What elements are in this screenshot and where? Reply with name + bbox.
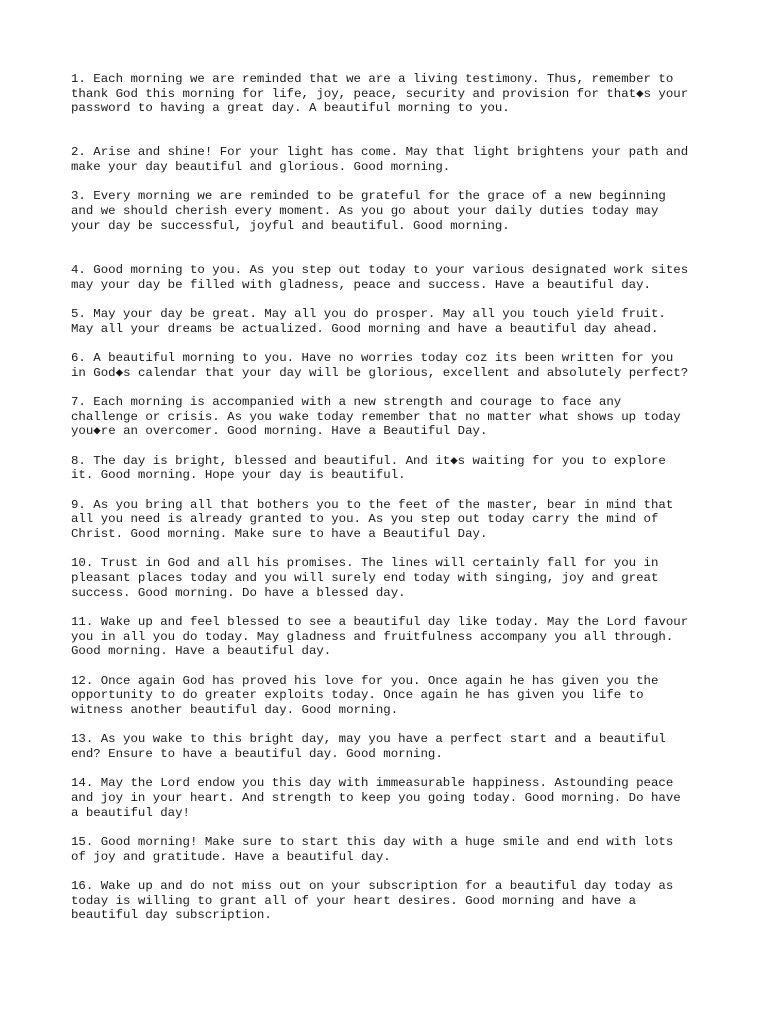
paragraph-3: 3. Every morning we are reminded to be grateful for the grace of a new beginning and we should cherish every moment. As you go about your daily duties today may your day be successful, joyful and beautiful. Good morning. bbox=[71, 189, 666, 233]
document-body bbox=[71, 72, 711, 923]
paragraph-7: 7. Each morning is accompanied with a new strength and courage to face any challenge or crisis. As you wake today remember that no matter what shows up today you◆re an overcomer. Good morning. Have a Beautiful Day. bbox=[71, 394, 681, 439]
paragraph-9: 9. As you bring all that bothers you to the feet of the master, bear in mind that all you need is already granted to you. As you step out today carry the mind of Christ. Good morning. Make sure to have a Beautiful Day. bbox=[71, 497, 674, 541]
paragraph-16: 16. Wake up and do not miss out on your subscription for a beautiful day today as today is willing to grant all of your heart desires. Good morning and have a beautiful day subscription. bbox=[71, 879, 674, 923]
paragraph-5: 5. May your day be great. May all you do prosper. May all you touch yield fruit. May all your dreams be actualized. Good morning and have a beautiful day ahead. bbox=[71, 306, 666, 336]
paragraph-11: 11. Wake up and feel blessed to see a beautiful day like today. May the Lord favour you in all you do today. May gladness and fruitfulness accompany you all through. Good morning. Have a beautiful day. bbox=[71, 614, 689, 659]
paragraph-4: 4. Good morning to you. As you step out today to your various designated work sites may your day be filled with gladness, peace and success. Have a beautiful day. bbox=[71, 262, 689, 292]
paragraph-10: 10. Trust in God and all his promises. The lines will certainly fall for you in pleasant places today and you will surely end today with singing, joy and great success. Good morning. Do have a blessed day. bbox=[71, 556, 659, 600]
paragraph-12: 12. Once again God has proved his love for you. Once again he has given you the opportunity to do greater exploits today. Once again he has given you life to witness another beautiful day. Good morning. bbox=[71, 673, 659, 718]
paragraph-13: 13. As you wake to this bright day, may you have a perfect start and a beautiful end? Ensure to have a beautiful day. Good morning. bbox=[71, 732, 666, 762]
paragraph-6: 6. A beautiful morning to you. Have no worries today coz its been written for you in God◆s calendar that your day will be glorious, excellent and absolutely perfect? bbox=[71, 350, 689, 380]
paragraph-14: 14. May the Lord endow you this day with immeasurable happiness. Astounding peace and joy in your heart. And strength to keep you going today. Good morning. Do have a beautiful day! bbox=[71, 776, 681, 820]
paragraph-15: 15. Good morning! Make sure to start this day with a huge smile and end with lots of joy and gratitude. Have a beautiful day. bbox=[71, 835, 674, 864]
paragraph-2: 2. Arise and shine! For your light has come. May that light brightens your path and make your day beautiful and glorious. Good morning. bbox=[71, 145, 689, 175]
paragraph-8: 8. The day is bright, blessed and beautiful. And it◆s waiting for you to explore it. Good morning. Hope your day is beautiful. bbox=[71, 453, 666, 483]
paragraph-1: 1. Each morning we are reminded that we are a living testimony. Thus, remember to thank God this morning for life, joy, peace, security and provision for that◆s your password to having a great day. A beautiful morning to you. bbox=[71, 72, 689, 116]
